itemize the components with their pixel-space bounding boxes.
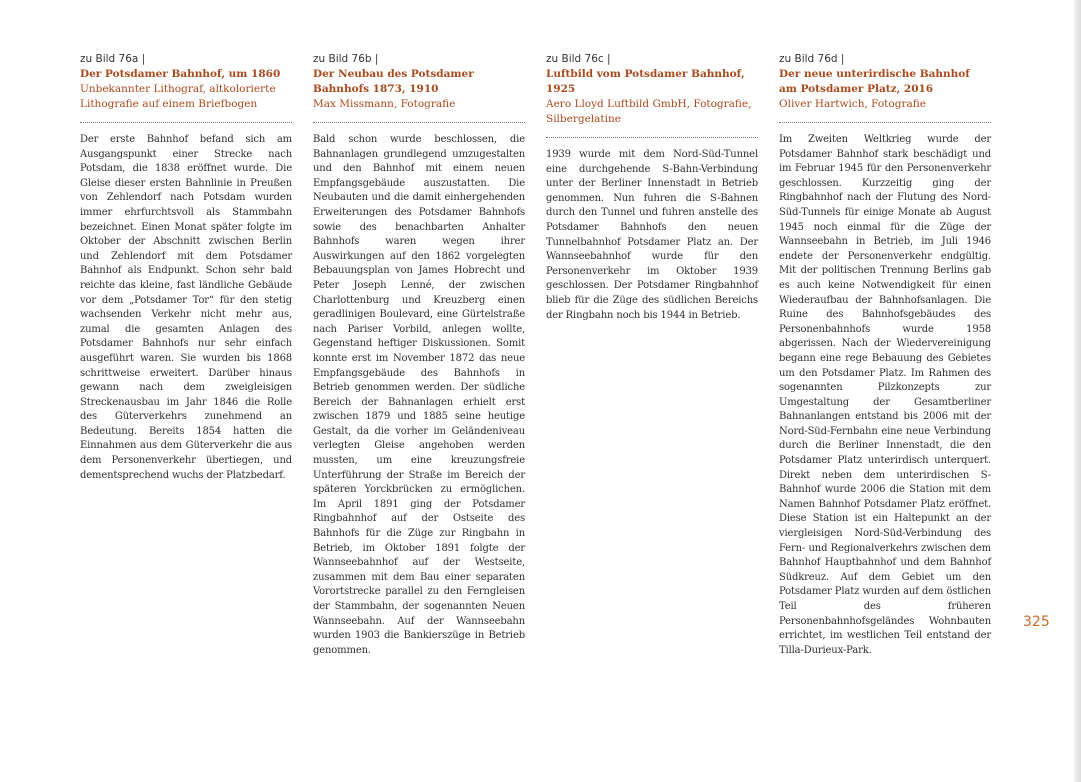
caption-body: Bald schon wurde beschlossen, die Bahnanlagen grundlegend umzugestalten und den Bahnhof mit einem neuen Empfangsgebäude auszustatten. Die Neubauten und die damit einhergehenden Erweiterungen des Potsdamer Bahnhofs sowie des benachbarten Anhalter Bahnhofs waren wegen ihrer Auswirkungen auf den 1862 vorgelegten Bebauungsplan von James Hobrecht und Peter Joseph Lenné, der zwischen Charlottenburg und Kreuzberg einen geradlinigen Boulevard, eine Gürtelstraße nach Pariser Vorbild, anlegen wollte, Gegenstand heftiger Diskussionen. Somit konnte erst im November 1872 das neue Empfangsgebäude des Bahnhofs in Betrieb genommen werden. Der südliche Bereich der Bahnanlagen erhielt erst zwischen 1879 und 1885 seine heutige Gestalt, da die vorher im Geländeniveau verlegten Gleise angehoben werden mussten, um eine kreuzungsfreie Unterführung der Straße im Bereich der späteren Yorckbrücken zu ermöglichen. Im April 1891 ging der Potsdamer Ringbahnhof auf der Ostseite des Bahnhofs für die Züge zur Ringbahn in Betrieb, im Oktober 1891 folgte der Wannseebahnhof auf der Westseite, zusammen mit dem Bau einer separaten Vorortstrecke parallel zu den Ferngleisen der Stammbahn, der sogenannten Neuen Wannseebahn. Auf der Wannseebahn wurden 1903 die Bankierszüge in Betrieb genommen. xyxy=(313,134,525,656)
figure-reference: zu Bild 76b | xyxy=(313,53,379,65)
caption-title: Der Neubau des Potsdamer Bahnhofs 1873, 1910 xyxy=(313,68,474,95)
caption-credit: Max Missmann, Fotografie xyxy=(313,98,456,110)
caption-column-76a xyxy=(80,52,292,483)
caption-credit: Unbekannter Lithograf, altkolorierte Lithografie auf einem Briefbogen xyxy=(80,83,276,110)
caption-credit: Aero Lloyd Luftbild GmbH, Fotografie, Silbergelatine xyxy=(546,98,752,125)
caption-title: Der neue unterirdische Bahnhof am Potsdamer Platz, 2016 xyxy=(779,68,970,95)
caption-credit: Oliver Hartwich, Fotografie xyxy=(779,98,926,110)
caption-title: Der Potsdamer Bahnhof, um 1860 xyxy=(80,68,281,80)
caption-body: 1939 wurde mit dem Nord-Süd-Tunnel eine durchgehende S-Bahn-Verbindung unter der Berliner Innenstadt in Betrieb genommen. Nun fuhren die S-Bahnen durch den Tunnel und fuhren anstelle des Potsdamer Bahnhofs den neuen Tunnelbahnhof Potsdamer Platz an. Der Wannseebahnhof wurde für den Personenverkehr im Oktober 1939 geschlossen. Der Potsdamer Ringbahnhof blieb für die Züge des südlichen Bereichs der Ringbahn noch bis 1944 in Betrieb. xyxy=(546,149,758,321)
caption-column-76c xyxy=(546,52,758,323)
caption-column-76d xyxy=(779,52,991,658)
dotted-divider xyxy=(313,122,525,123)
dotted-divider xyxy=(779,122,991,123)
dotted-divider xyxy=(80,122,292,123)
page-number: 325 xyxy=(1023,614,1050,630)
figure-reference: zu Bild 76c | xyxy=(546,53,611,65)
figure-reference: zu Bild 76a | xyxy=(80,53,146,65)
page-edge xyxy=(1074,0,1081,782)
caption-title: Luftbild vom Potsdamer Bahnhof, 1925 xyxy=(546,68,745,95)
caption-column-76b xyxy=(313,52,525,658)
dotted-divider xyxy=(546,137,758,138)
caption-body: Im Zweiten Weltkrieg wurde der Potsdamer Bahnhof stark beschädigt und im Februar 1945 für den Personenverkehr geschlossen. Kurzzeitig ging der Ringbahnhof nach der Flutung des Nord-Süd-Tunnels für einige Monate ab August 1945 noch einmal für die Züge der Wannseebahn in Betrieb, im Juli 1946 endete der Personenverkehr endgültig. Mit der politischen Trennung Berlins gab es auch keine Notwendigkeit für einen Wiederaufbau der Bahnhofsanlagen. Die Ruine des Bahnhofsgebäudes des Personenbahnhofs wurde 1958 abgerissen. Nach der Wiedervereinigung begann eine rege Bebauung des Gebietes um den Potsdamer Platz. Im Rahmen des sogenannten Pilzkonzepts zur Umgestaltung der Gesamtberliner Bahnanlangen entstand bis 2006 mit der Nord-Süd-Fernbahn eine neue Verbindung durch die Berliner Innenstadt, die den Potsdamer Platz unterirdisch unterquert. Direkt neben dem unterirdischen S-Bahnhof wurde 2006 die Station mit dem Namen Bahnhof Potsdamer Platz eröffnet. Diese Station ist ein Haltepunkt an der viergleisigen Nord-Süd-Verbindung des Fern- und Regionalverkehrs zwischen dem Bahnhof Hauptbahnhof und dem Bahnhof Südkreuz. Auf dem Gebiet um den Potsdamer Platz wurden auf dem östlichen Teil des früheren Personenbahnhofsgeländes Wohnbauten errichtet, im westlichen Teil entstand der Tilla-Durieux-Park. xyxy=(779,134,991,656)
figure-reference: zu Bild 76d | xyxy=(779,53,845,65)
caption-body: Der erste Bahnhof befand sich am Ausgangspunkt einer Strecke nach Potsdam, die 1838 eröffnet wurde. Die Gleise dieser ersten Bahnlinie in Preußen von Zehlendorf nach Potsdam wurden immer ehrfurchtsvoll als Stammbahn bezeichnet. Einen Monat später folgte im Oktober der Abschnitt zwischen Berlin und Zehlendorf mit dem Potsdamer Bahnhof als Endpunkt. Schon sehr bald reichte das kleine, fast ländliche Gebäude vor dem „Potsdamer Tor“ für den stetig wachsenden Verkehr nicht mehr aus, zumal die gesamten Anlagen des Potsdamer Bahnhofs nur sehr einfach ausgeführt waren. Sie wurden bis 1868 schrittweise erweitert. Darüber hinaus gewann nach dem zweigleisigen Streckenausbau im Jahr 1846 die Rolle des Güterverkehrs zunehmend an Bedeutung. Bereits 1854 hatten die Einnahmen aus dem Güterverkehr die aus dem Personenverkehr übertiegen, und dementsprechend wuchs der Platzbedarf. xyxy=(80,134,292,481)
